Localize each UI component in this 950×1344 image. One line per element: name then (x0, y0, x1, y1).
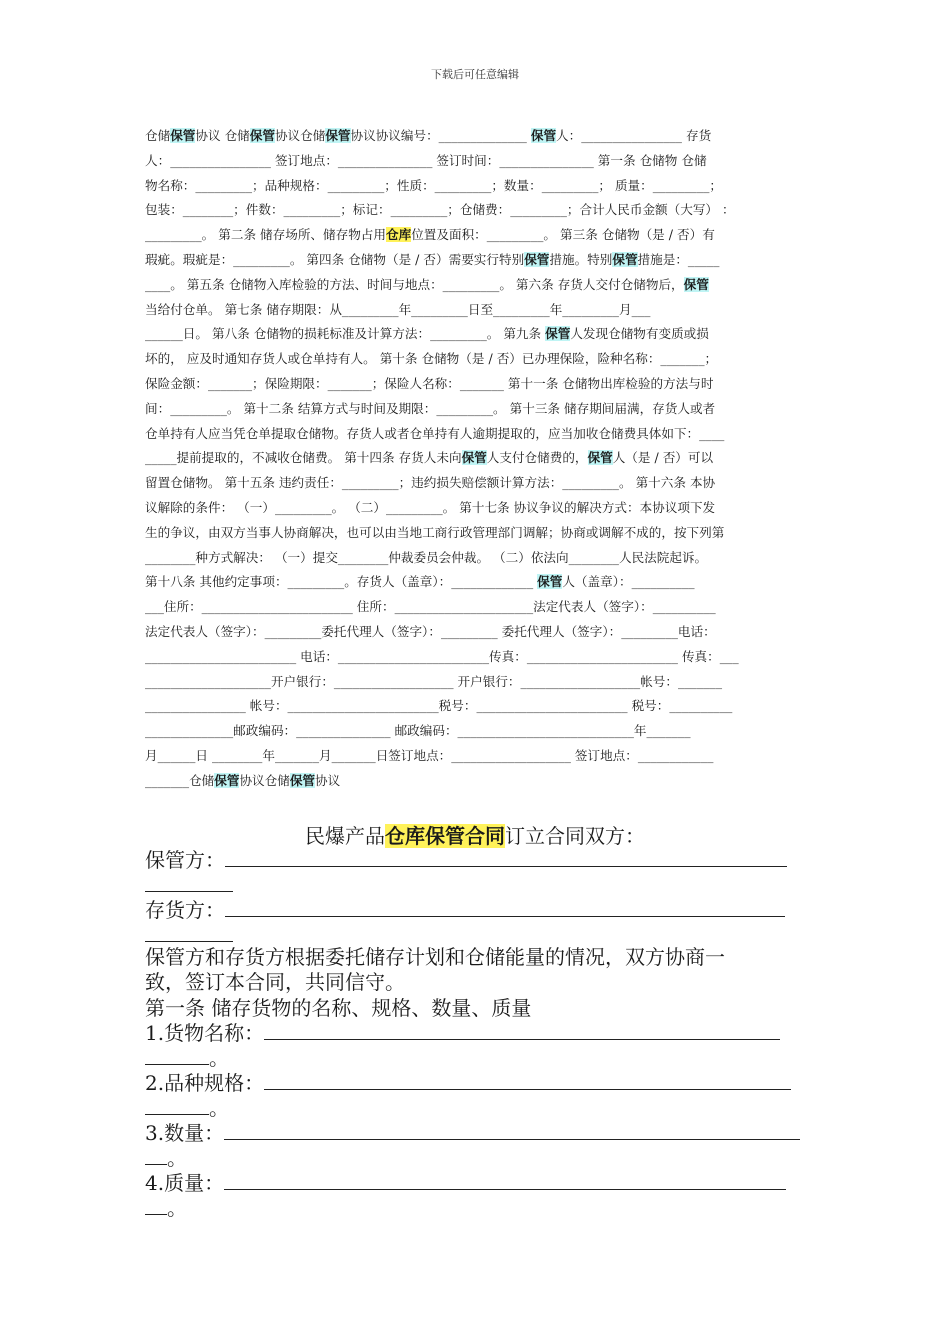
body-line (145, 372, 807, 397)
body-text: 保险金额：_______；保险期限：_______；保险人名称：_______ 第十一条 仓储物出库检验的方法与时 (145, 375, 714, 391)
highlighted-term: 保管 (461, 450, 487, 466)
body-text: 措施是：_____ (637, 251, 720, 267)
body-line (145, 397, 807, 422)
body-line (145, 769, 807, 794)
item-quality (145, 1171, 807, 1221)
item-quantity (145, 1121, 807, 1171)
item4-end: 。 (167, 1196, 187, 1220)
body-text: 间：_________。 第十二条 结算方式与时间及期限：_________。 第十三条 储存期间届满，存货人或者 (145, 400, 716, 416)
body-line (145, 298, 807, 323)
body-text: 人（盖章）：__________ (562, 574, 695, 590)
body-text: 物名称：_________；品种规格：_________；性质：_________；数量：_________； 质量：_________； (145, 177, 723, 193)
highlighted-term: 保管 (214, 772, 240, 788)
body-line (145, 719, 807, 744)
body-text: 月______日 ________年_______月_______日签订地点：___________________ 签订地点：____________ (145, 747, 714, 763)
item3-blank-cont[interactable] (145, 1146, 167, 1165)
body-text: 生的争议，由双方当事人协商解决，也可以由当地工商行政管理部门调解；协商或调解不成的，按下列第 (145, 524, 725, 540)
body-line (145, 322, 807, 347)
body-text: 措施。特别 (549, 251, 613, 267)
item1-label: 1.货物名称： (145, 1021, 265, 1045)
body-line (145, 347, 807, 372)
body-text: ________种方式解决： （一）提交________仲裁委员会仲裁。 （二）依法向________人民法院起诉。 (145, 549, 708, 565)
highlighted-term: 保管 (612, 251, 638, 267)
body-line (145, 570, 807, 595)
cunhuo-label: 存货方： (145, 898, 225, 922)
body-line (145, 198, 807, 223)
highlighted-term: 保管 (289, 772, 316, 788)
title-suffix: 订立合同双方： (505, 824, 645, 848)
cunhuo-party-field (145, 898, 807, 948)
body-text: 第十八条 其他约定事项：_________。存货人（盖章）：_____________ (145, 574, 538, 590)
body-text: 瑕疵。瑕疵是：_________。 第四条 仓储物（是 / 否）需要实行特别 (145, 251, 525, 267)
body-text: 人支付仓储费的， (486, 450, 588, 466)
body-text: 人：________________ 存货 (556, 128, 712, 143)
article-1-text: 第一条 储存货物的名称、规格、数量、质量 (145, 996, 532, 1020)
body-line (145, 670, 807, 695)
agreement-body (145, 124, 807, 794)
item3-end: 。 (167, 1146, 187, 1170)
item2-end: 。 (209, 1096, 229, 1120)
body-text: ____。 第五条 仓储物入库检验的方法、时间与地点：_________。 第六条 存货人交付仓储物后， (145, 276, 684, 292)
body-line (145, 744, 807, 769)
body-line (145, 273, 807, 298)
article-1-heading (145, 996, 807, 1021)
item3-blank[interactable] (224, 1121, 800, 1140)
body-text: ___住所：________________________ 住所：______________________法定代表人（签字）：__________ (145, 599, 716, 615)
title-highlight: 仓库保管合同 (385, 824, 505, 848)
item4-blank-cont[interactable] (145, 1196, 167, 1215)
body-text: 人：________________ 签订地点：_______________ 签订时间：_______________ 第一条 仓储物 仓储 (145, 152, 707, 168)
body-line (145, 223, 807, 248)
item3-label: 3.数量： (145, 1121, 225, 1145)
body-line (145, 471, 807, 496)
intro-line-2: 致，签订本合同，共同信守。 (145, 970, 405, 994)
body-text: 协议协议编号：______________ (350, 128, 531, 143)
body-text: ______日。 第八条 仓储物的损耗标准及计算方法：_________。 第九条 (145, 326, 546, 342)
body-text: 坏的， 应及时通知存货人或仓单持有人。 第十条 仓储物（是 / 否）已办理保险，险种名称：_______； (145, 351, 718, 367)
item2-blank[interactable] (264, 1071, 791, 1090)
baoguan-blank[interactable] (225, 848, 787, 867)
body-text: 当给付仓单。 第七条 储存期限：从_________年_________日至_________年_________月___ (145, 301, 651, 317)
body-line (145, 446, 807, 471)
body-text: 仓单持有人应当凭仓单提取仓储物。存货人或者仓单持有人逾期提取的，应当加收仓储费具体如下：____ (145, 425, 725, 441)
body-line (145, 694, 807, 719)
body-line (145, 248, 807, 273)
highlighted-term: 保管 (587, 450, 613, 466)
body-line (145, 496, 807, 521)
intro-line-1: 保管方和存货方根据委托储存计划和仓储能量的情况，双方协商一 (145, 945, 725, 969)
item2-label: 2.品种规格： (145, 1071, 265, 1095)
item-variety-spec (145, 1071, 807, 1121)
body-line (145, 521, 807, 546)
baoguan-blank-cont[interactable] (145, 873, 233, 892)
body-line (145, 595, 807, 620)
body-text: _____提前提取的，不减收仓储费。 第十四条 存货人未向 (145, 450, 462, 466)
body-line (145, 546, 807, 571)
body-text: ____________________开户银行：___________________ 开户银行：___________________帐号：_______ (145, 673, 723, 689)
highlighted-term: 保管 (249, 128, 275, 143)
highlighted-term: 仓库 (386, 227, 412, 243)
body-line (145, 422, 807, 447)
item1-end: 。 (209, 1046, 229, 1070)
item-goods-name (145, 1021, 807, 1071)
body-line (145, 620, 807, 645)
baoguan-label: 保管方： (145, 848, 225, 872)
body-text: ________________ 帐号：________________________税号：________________________ 税号：__________ (145, 698, 733, 714)
item4-blank[interactable] (224, 1171, 786, 1190)
body-text: ________________________ 电话：________________________传真：________________________ 传真：___ (145, 648, 739, 664)
cunhuo-blank[interactable] (225, 898, 785, 917)
page-header-note: 下载后可任意编辑 (431, 68, 519, 81)
highlighted-term: 保管 (524, 251, 550, 267)
item2-blank-cont[interactable] (145, 1096, 209, 1115)
highlighted-term: 保管 (170, 128, 196, 143)
body-text: 位置及面积：_________。 第三条 仓储物（是 / 否）有 (411, 227, 715, 243)
intro-paragraph (145, 945, 807, 995)
body-text: _________。 第二条 储存场所、储存物占用 (145, 227, 386, 243)
highlighted-term: 保管 (545, 326, 571, 342)
item1-blank-cont[interactable] (145, 1046, 209, 1065)
body-line (145, 174, 807, 199)
body-text: 仓储 (145, 128, 171, 143)
body-text: ______________邮政编码：_______________ 邮政编码：____________________________年_______ (145, 723, 691, 739)
body-text: 包装：________；件数：_________；标记：_________；仓储费：_________；合计人民币金额（大写） ： (145, 202, 735, 218)
highlighted-term: 保管 (530, 128, 557, 143)
body-text: 协议 仓储 (195, 128, 250, 143)
body-text: 留置仓储物。 第十五条 违约责任：_________；违约损失赔偿额计算方法：_________。 第十六条 本协 (145, 475, 716, 491)
highlighted-term: 保管 (537, 574, 563, 590)
body-text: 人发现仓储物有变质或损 (570, 326, 709, 342)
body-text: 议解除的条件： （一）_________。 （二）_________。 第十七条 协议争议的解决方式：本协议项下发 (145, 499, 716, 515)
item4-label: 4.质量： (145, 1171, 225, 1195)
body-text: 协议 (315, 772, 341, 788)
body-line (145, 124, 807, 149)
body-text: 协议仓储 (239, 772, 290, 788)
baoguan-party-field (145, 848, 807, 898)
body-text: _______仓储 (145, 772, 215, 788)
cunhuo-blank-cont[interactable] (145, 923, 233, 942)
highlighted-term: 保管 (325, 128, 351, 143)
title-prefix: 民爆产品 (305, 824, 385, 848)
contract-title (0, 820, 950, 849)
highlighted-term: 保管 (683, 276, 709, 292)
body-text: 协议仓储 (274, 128, 326, 143)
body-text: 人（是 / 否）可以 (612, 450, 714, 466)
item1-blank[interactable] (264, 1021, 780, 1040)
body-line (145, 645, 807, 670)
body-text: 法定代表人（签字）：_________委托代理人（签字）：_________ 委托代理人（签字）：_________电话： (145, 623, 716, 639)
body-line (145, 149, 807, 174)
